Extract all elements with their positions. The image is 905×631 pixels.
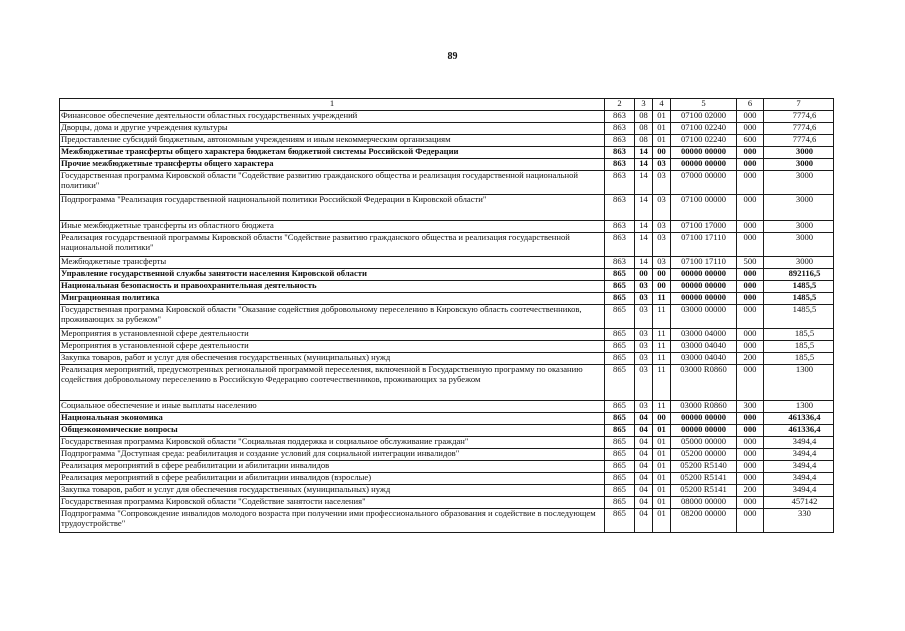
table-row <box>60 413 834 425</box>
col-4: 01 <box>653 473 671 485</box>
col-3: 04 <box>635 473 653 485</box>
row-name: Мероприятия в установленной сфере деятельности <box>60 341 605 353</box>
col-7-amount: 457142 <box>764 497 834 509</box>
row-name: Государственная программа Кировской области "Содействие развитию гражданского общества и реализация государственной национальной политики" <box>60 171 605 195</box>
col-6: 200 <box>737 485 764 497</box>
col-3: 03 <box>635 401 653 413</box>
col-5: 00000 00000 <box>671 413 737 425</box>
col-4: 01 <box>653 425 671 437</box>
table-row <box>60 509 834 533</box>
col-7-amount: 185,5 <box>764 353 834 365</box>
col-3: 14 <box>635 221 653 233</box>
col-7-amount: 461336,4 <box>764 425 834 437</box>
col-4: 03 <box>653 159 671 171</box>
table-row <box>60 365 834 401</box>
col-2: 865 <box>605 341 635 353</box>
col-7-amount: 7774,6 <box>764 123 834 135</box>
col-6: 000 <box>737 171 764 195</box>
col-4: 01 <box>653 449 671 461</box>
row-name: Дворцы, дома и другие учреждения культуры <box>60 123 605 135</box>
row-name: Государственная программа Кировской области "Социальная поддержка и социальное обслуживание граждан" <box>60 437 605 449</box>
col-5: 03000 04040 <box>671 341 737 353</box>
table-row <box>60 305 834 329</box>
col-5: 03000 00000 <box>671 305 737 329</box>
col-5: 00000 00000 <box>671 269 737 281</box>
row-name: Социальное обеспечение и иные выплаты населению <box>60 401 605 413</box>
table-row <box>60 329 834 341</box>
col-5: 07000 00000 <box>671 171 737 195</box>
table-row <box>60 485 834 497</box>
col-2: 865 <box>605 401 635 413</box>
col-3: 08 <box>635 111 653 123</box>
col-4: 01 <box>653 461 671 473</box>
col-4: 03 <box>653 195 671 221</box>
col-2: 865 <box>605 497 635 509</box>
col-4: 00 <box>653 281 671 293</box>
col-2: 863 <box>605 257 635 269</box>
row-name: Иные межбюджетные трансферты из областного бюджета <box>60 221 605 233</box>
col-6: 200 <box>737 353 764 365</box>
col-4: 00 <box>653 147 671 159</box>
col-4: 11 <box>653 341 671 353</box>
row-name: Реализация государственной программы Кировской области "Содействие развитию гражданского общества и реализация государственной национальной политики" <box>60 233 605 257</box>
row-name: Межбюджетные трансферты <box>60 257 605 269</box>
col-2: 863 <box>605 195 635 221</box>
col-4: 01 <box>653 509 671 533</box>
col-2: 863 <box>605 159 635 171</box>
col-3: 04 <box>635 497 653 509</box>
col-7-amount: 3494,4 <box>764 437 834 449</box>
row-name: Национальная экономика <box>60 413 605 425</box>
col-2: 865 <box>605 509 635 533</box>
col-5: 00000 00000 <box>671 147 737 159</box>
col-3: 03 <box>635 341 653 353</box>
col-7-amount: 7774,6 <box>764 111 834 123</box>
col-7-amount: 1485,5 <box>764 293 834 305</box>
col-5: 03000 R0860 <box>671 401 737 413</box>
col-5: 00000 00000 <box>671 425 737 437</box>
col-7-amount: 1300 <box>764 401 834 413</box>
col-4: 01 <box>653 135 671 147</box>
column-header: 4 <box>653 99 671 111</box>
col-6: 000 <box>737 111 764 123</box>
col-7-amount: 892116,5 <box>764 269 834 281</box>
col-5: 07100 17000 <box>671 221 737 233</box>
table-row <box>60 171 834 195</box>
col-7-amount: 461336,4 <box>764 413 834 425</box>
column-header: 5 <box>671 99 737 111</box>
row-name: Реализация мероприятий в сфере реабилитации и абилитации инвалидов (взрослые) <box>60 473 605 485</box>
row-name: Закупка товаров, работ и услуг для обеспечения государственных (муниципальных) нужд <box>60 353 605 365</box>
col-6: 300 <box>737 401 764 413</box>
col-6: 000 <box>737 195 764 221</box>
col-3: 04 <box>635 461 653 473</box>
col-7-amount: 3494,4 <box>764 461 834 473</box>
col-7-amount: 3000 <box>764 159 834 171</box>
col-4: 01 <box>653 497 671 509</box>
col-6: 000 <box>737 221 764 233</box>
col-6: 000 <box>737 147 764 159</box>
col-6: 000 <box>737 233 764 257</box>
col-2: 863 <box>605 221 635 233</box>
col-2: 865 <box>605 485 635 497</box>
col-2: 865 <box>605 413 635 425</box>
col-2: 865 <box>605 269 635 281</box>
col-3: 04 <box>635 485 653 497</box>
col-6: 000 <box>737 425 764 437</box>
col-6: 000 <box>737 293 764 305</box>
row-name: Реализация мероприятий в сфере реабилитации и абилитации инвалидов <box>60 461 605 473</box>
col-6: 000 <box>737 437 764 449</box>
col-5: 03000 04040 <box>671 353 737 365</box>
col-6: 600 <box>737 135 764 147</box>
col-3: 04 <box>635 449 653 461</box>
col-3: 14 <box>635 233 653 257</box>
col-2: 865 <box>605 473 635 485</box>
column-header: 2 <box>605 99 635 111</box>
col-2: 863 <box>605 123 635 135</box>
col-7-amount: 3494,4 <box>764 449 834 461</box>
table-row <box>60 135 834 147</box>
col-6: 000 <box>737 269 764 281</box>
table-row <box>60 269 834 281</box>
col-4: 11 <box>653 365 671 401</box>
col-2: 865 <box>605 365 635 401</box>
table-row <box>60 341 834 353</box>
table-row <box>60 233 834 257</box>
col-5: 07100 02240 <box>671 123 737 135</box>
col-2: 865 <box>605 437 635 449</box>
col-5: 08200 00000 <box>671 509 737 533</box>
col-7-amount: 3000 <box>764 195 834 221</box>
col-3: 04 <box>635 413 653 425</box>
col-2: 865 <box>605 425 635 437</box>
col-7-amount: 3000 <box>764 171 834 195</box>
col-2: 865 <box>605 449 635 461</box>
row-name: Общеэкономические вопросы <box>60 425 605 437</box>
col-4: 01 <box>653 111 671 123</box>
row-name: Подпрограмма "Доступная среда: реабилитация и создание условий для социальной интеграции инвалидов" <box>60 449 605 461</box>
table-row <box>60 159 834 171</box>
col-3: 08 <box>635 123 653 135</box>
table-row <box>60 257 834 269</box>
col-3: 03 <box>635 365 653 401</box>
col-2: 865 <box>605 293 635 305</box>
table-row <box>60 221 834 233</box>
col-7-amount: 3494,4 <box>764 485 834 497</box>
col-7-amount: 185,5 <box>764 341 834 353</box>
col-4: 03 <box>653 171 671 195</box>
table-row <box>60 461 834 473</box>
row-name: Реализация мероприятий, предусмотренных региональной программой переселения, включенной в Государственную программу по оказанию содействия добровольному переселению в Российскую Федерацию соотечественников, проживающих за рубежом <box>60 365 605 401</box>
col-6: 000 <box>737 365 764 401</box>
col-7-amount: 185,5 <box>764 329 834 341</box>
table-row <box>60 147 834 159</box>
col-3: 03 <box>635 329 653 341</box>
row-name: Межбюджетные трансферты общего характера бюджетам бюджетной системы Российской Федерации <box>60 147 605 159</box>
table-row <box>60 425 834 437</box>
column-header: 6 <box>737 99 764 111</box>
col-3: 04 <box>635 509 653 533</box>
column-header: 7 <box>764 99 834 111</box>
col-4: 01 <box>653 123 671 135</box>
col-7-amount: 7774,6 <box>764 135 834 147</box>
col-7-amount: 3000 <box>764 257 834 269</box>
col-2: 865 <box>605 281 635 293</box>
table-row <box>60 437 834 449</box>
row-name: Подпрограмма "Сопровождение инвалидов молодого возраста при получении ими профессионального образования и содействие в последующем трудоустройстве" <box>60 509 605 533</box>
col-4: 11 <box>653 353 671 365</box>
col-3: 14 <box>635 147 653 159</box>
col-4: 03 <box>653 257 671 269</box>
column-header: 1 <box>60 99 605 111</box>
table-row <box>60 353 834 365</box>
col-4: 11 <box>653 293 671 305</box>
col-4: 03 <box>653 221 671 233</box>
col-5: 08000 00000 <box>671 497 737 509</box>
col-6: 000 <box>737 461 764 473</box>
col-6: 000 <box>737 305 764 329</box>
col-2: 865 <box>605 305 635 329</box>
col-3: 04 <box>635 437 653 449</box>
col-5: 00000 00000 <box>671 159 737 171</box>
row-name: Финансовое обеспечение деятельности областных государственных учреждений <box>60 111 605 123</box>
table-row <box>60 281 834 293</box>
col-2: 863 <box>605 233 635 257</box>
table-row <box>60 293 834 305</box>
col-3: 14 <box>635 159 653 171</box>
col-6: 000 <box>737 413 764 425</box>
col-3: 14 <box>635 257 653 269</box>
col-5: 05000 00000 <box>671 437 737 449</box>
col-5: 07100 02240 <box>671 135 737 147</box>
table-row <box>60 111 834 123</box>
col-6: 500 <box>737 257 764 269</box>
col-3: 04 <box>635 425 653 437</box>
col-4: 03 <box>653 233 671 257</box>
col-4: 00 <box>653 269 671 281</box>
col-4: 01 <box>653 437 671 449</box>
col-5: 05200 R5141 <box>671 485 737 497</box>
col-7-amount: 3000 <box>764 147 834 159</box>
col-7-amount: 1300 <box>764 365 834 401</box>
col-3: 00 <box>635 269 653 281</box>
col-5: 07100 17110 <box>671 233 737 257</box>
col-4: 11 <box>653 305 671 329</box>
col-5: 05200 R5141 <box>671 473 737 485</box>
table-row <box>60 195 834 221</box>
col-5: 05200 R5140 <box>671 461 737 473</box>
col-3: 03 <box>635 281 653 293</box>
col-5: 07100 00000 <box>671 195 737 221</box>
col-7-amount: 3494,4 <box>764 473 834 485</box>
col-6: 000 <box>737 497 764 509</box>
col-3: 03 <box>635 305 653 329</box>
page-number: 89 <box>447 51 458 62</box>
col-6: 000 <box>737 159 764 171</box>
row-name: Предоставление субсидий бюджетным, автономным учреждениям и иным некоммерческим организациям <box>60 135 605 147</box>
row-name: Подпрограмма "Реализация государственной национальной политики Российской Федерации в Кировской области" <box>60 195 605 221</box>
col-5: 05200 00000 <box>671 449 737 461</box>
col-2: 863 <box>605 111 635 123</box>
col-4: 01 <box>653 485 671 497</box>
col-2: 863 <box>605 171 635 195</box>
col-5: 07100 17110 <box>671 257 737 269</box>
col-5: 00000 00000 <box>671 293 737 305</box>
table-row <box>60 497 834 509</box>
column-header: 3 <box>635 99 653 111</box>
col-2: 863 <box>605 135 635 147</box>
col-7-amount: 3000 <box>764 233 834 257</box>
row-name: Миграционная политика <box>60 293 605 305</box>
col-2: 863 <box>605 147 635 159</box>
col-2: 865 <box>605 461 635 473</box>
col-6: 000 <box>737 123 764 135</box>
col-3: 14 <box>635 171 653 195</box>
col-5: 07100 02000 <box>671 111 737 123</box>
row-name: Государственная программа Кировской области "Оказание содействия добровольному переселению в Кировскую область соотечественников, проживающих за рубежом" <box>60 305 605 329</box>
col-6: 000 <box>737 473 764 485</box>
col-6: 000 <box>737 449 764 461</box>
row-name: Мероприятия в установленной сфере деятельности <box>60 329 605 341</box>
table-row <box>60 473 834 485</box>
row-name: Государственная программа Кировской области "Содействие занятости населения" <box>60 497 605 509</box>
col-3: 14 <box>635 195 653 221</box>
row-name: Национальная безопасность и правоохранительная деятельность <box>60 281 605 293</box>
row-name: Прочие межбюджетные трансферты общего характера <box>60 159 605 171</box>
col-6: 000 <box>737 281 764 293</box>
table-row <box>60 401 834 413</box>
col-4: 11 <box>653 329 671 341</box>
col-3: 03 <box>635 293 653 305</box>
col-6: 000 <box>737 341 764 353</box>
col-5: 03000 04000 <box>671 329 737 341</box>
budget-table <box>59 98 834 533</box>
col-6: 000 <box>737 329 764 341</box>
col-5: 00000 00000 <box>671 281 737 293</box>
col-4: 00 <box>653 413 671 425</box>
table-row <box>60 449 834 461</box>
col-2: 865 <box>605 329 635 341</box>
row-name: Закупка товаров, работ и услуг для обеспечения государственных (муниципальных) нужд <box>60 485 605 497</box>
col-5: 03000 R0860 <box>671 365 737 401</box>
col-7-amount: 1485,5 <box>764 281 834 293</box>
col-7-amount: 3000 <box>764 221 834 233</box>
col-6: 000 <box>737 509 764 533</box>
col-3: 08 <box>635 135 653 147</box>
col-2: 865 <box>605 353 635 365</box>
col-7-amount: 330 <box>764 509 834 533</box>
table-header-row <box>60 99 834 111</box>
row-name: Управление государственной службы занятости населения Кировской области <box>60 269 605 281</box>
col-7-amount: 1485,5 <box>764 305 834 329</box>
col-3: 03 <box>635 353 653 365</box>
col-4: 11 <box>653 401 671 413</box>
table-row <box>60 123 834 135</box>
